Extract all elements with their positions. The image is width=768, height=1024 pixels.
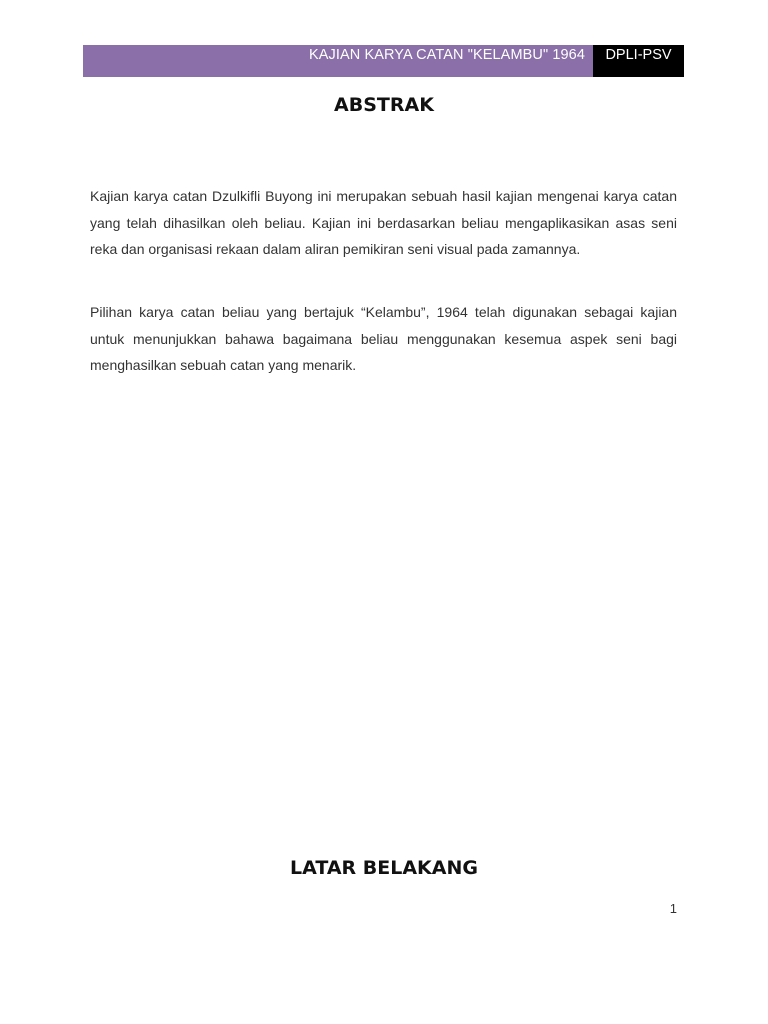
abstract-paragraph-1: Kajian karya catan Dzulkifli Buyong ini merupakan sebuah hasil kajian mengenai karya catan yang telah dihasilkan oleh beliau. Kajian ini berdasarkan beliau mengaplikasikan asas seni reka dan organisasi rekaan dalam aliran pemikiran seni visual pada zamannya.	[90, 188, 677, 257]
header-tag: DPLI-PSV	[593, 45, 684, 77]
header-title: KAJIAN KARYA CATAN "KELAMBU" 1964	[83, 45, 593, 77]
abstract-heading: ABSTRAK	[334, 94, 434, 116]
page-number: 1	[669, 901, 677, 916]
running-header	[83, 45, 684, 77]
abstract-paragraph-2: Pilihan karya catan beliau yang bertajuk “Kelambu”, 1964 telah digunakan sebagai kajian untuk menunjukkan bahawa bagaimana beliau menggunakan kesemua aspek seni bagi menghasilkan sebuah catan yang menarik.	[90, 304, 677, 373]
section-heading-latar-belakang: LATAR BELAKANG	[290, 857, 478, 879]
